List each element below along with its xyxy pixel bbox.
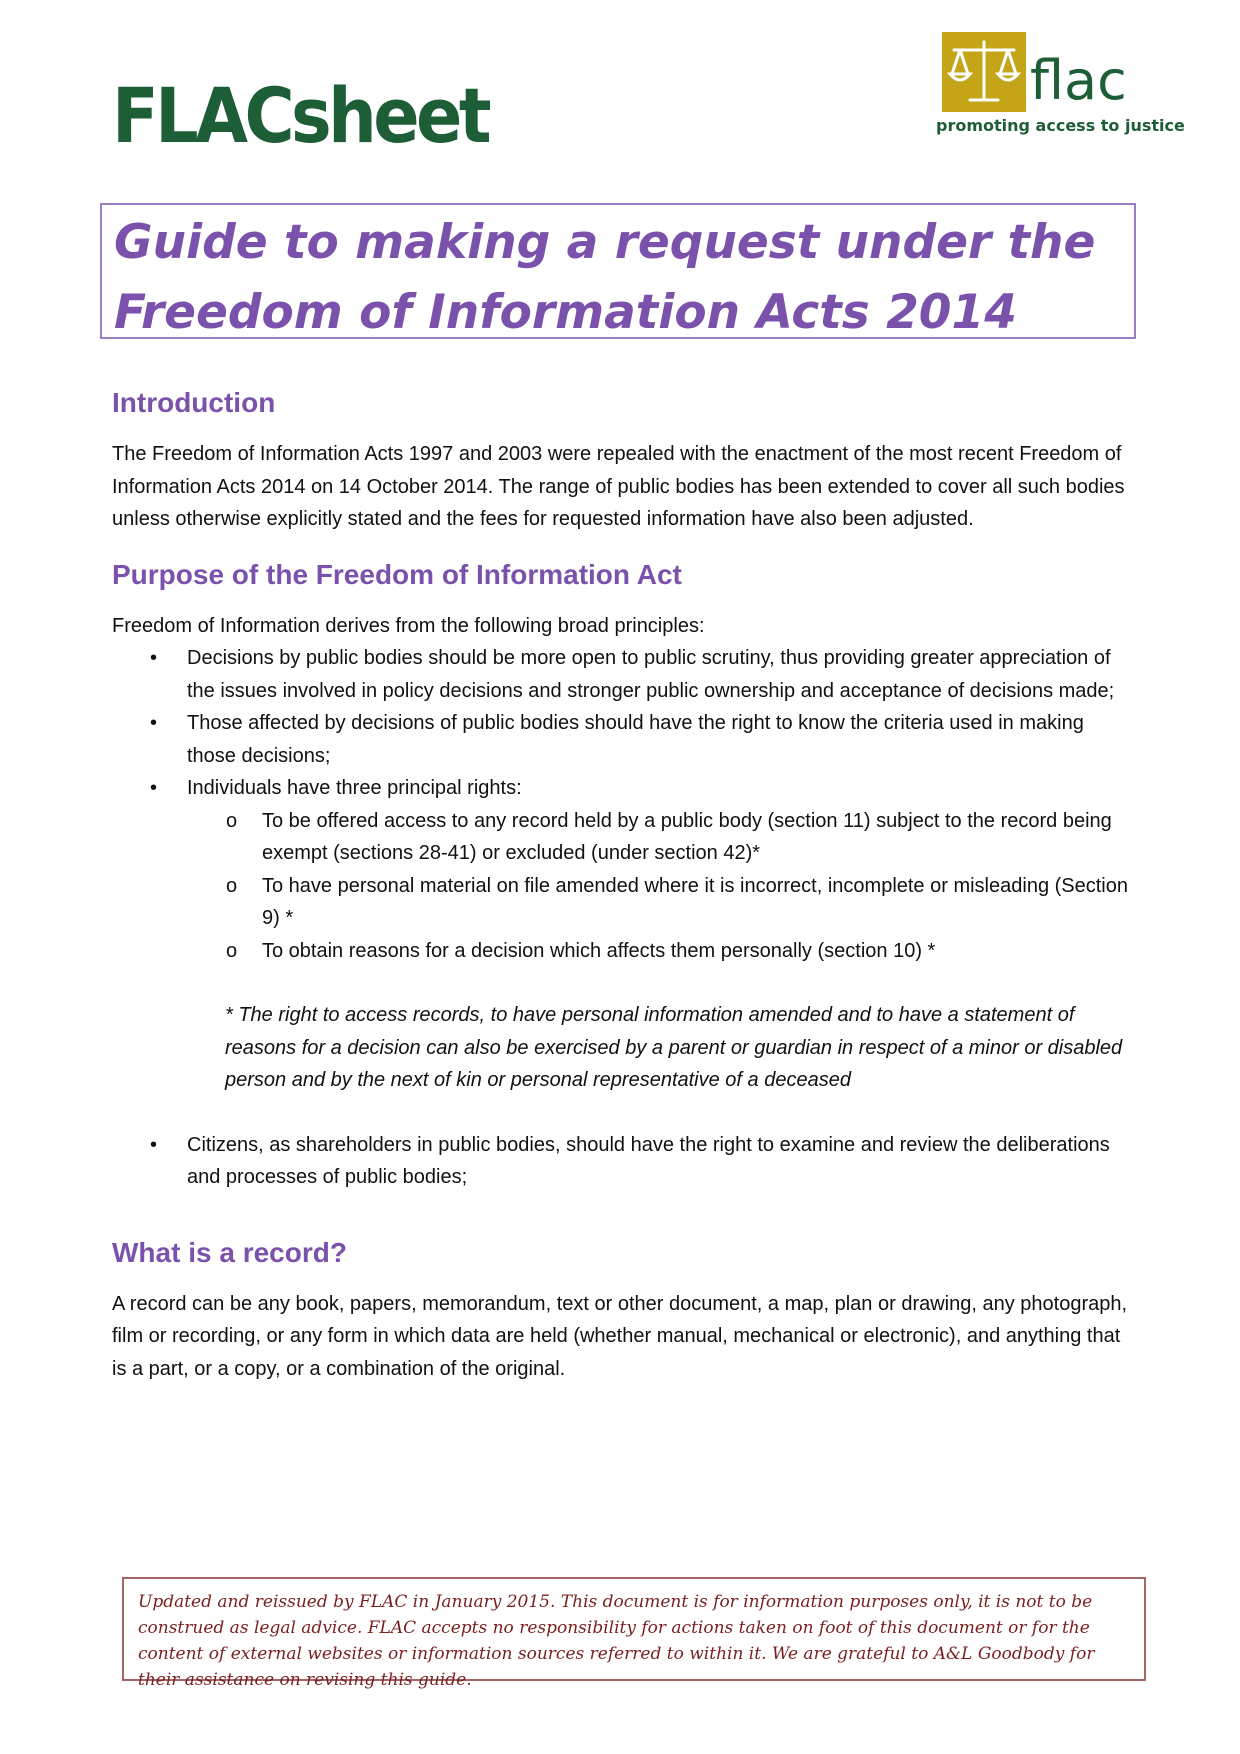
introduction-paragraph: The Freedom of Information Acts 1997 and 2003 were repealed with the enactment of the most recent Freedom of Information Acts 2014 on 14 October 2014. The range of public bodies has been extended to cover all such bodies unless otherwise explicitly stated and the fees for requested information have also been adjusted. [112, 443, 1125, 530]
purpose-heading: Purpose of the Freedom of Information Act [112, 558, 682, 590]
introduction-heading: Introduction [112, 387, 276, 418]
list-item: • Citizens, as shareholders in public bodies, should have the right to examine and review the deliberations and processes of public bodies; [112, 1129, 1132, 1194]
sub-list-item: o To be offered access to any record held by a public body (section 11) subject to the record being exempt (sections 28-41) or excluded (under section 42)* [112, 805, 1132, 870]
list-item: • Those affected by decisions of public bodies should have the right to know the criteria used in making those decisions; [112, 707, 1132, 772]
disclaimer-text: Updated and reissued by FLAC in January 2015. This document is for information purposes only, it is not to be construed as legal advice. FLAC accepts no responsibility for actions taken on foot of this document or for the content of external websites or information sources referred to within it. We are grateful to A&L Goodbody for their assistance on revising this guide. [138, 1592, 1095, 1690]
list-item: • Individuals have three principal rights: [112, 772, 1132, 805]
record-paragraph: A record can be any book, papers, memorandum, text or other document, a map, plan or drawing, any photograph, film or recording, or any form in which data are held (whether manual, mechanical or electronic), and anything that is a part, or a copy, or a combination of the original. [112, 1292, 1128, 1380]
logo-tagline: promoting access to justice [936, 116, 1185, 135]
disclaimer-box [122, 1577, 1146, 1690]
title-box [100, 203, 1136, 339]
principles-list [112, 642, 1132, 967]
page-title-line-2: Freedom of Information Acts 2014 [114, 285, 1017, 340]
page-title-line-1: Guide to making a request under the [114, 215, 1096, 270]
logo-wordmark: flac [1030, 49, 1127, 112]
flacsheet-brand: FLACsheet [112, 71, 488, 160]
purpose-lead: Freedom of Information derives from the following broad principles: [112, 614, 705, 637]
flac-logo [936, 30, 1185, 142]
document-body [112, 386, 1132, 1385]
list-item: • Decisions by public bodies should be more open to public scrutiny, thus providing greater appreciation of the issues involved in policy decisions and stronger public ownership and acceptance of decisions made; [112, 642, 1132, 707]
record-heading: What is a record? [112, 1236, 347, 1268]
sub-list-item: o To have personal material on file amended where it is incorrect, incomplete or misleading (Section 9) * [112, 870, 1132, 935]
principles-list-continued [112, 1129, 1132, 1194]
sub-list-item: o To obtain reasons for a decision which affects them personally (section 10) * [112, 935, 1132, 968]
scales-of-justice-icon [942, 32, 1026, 112]
rights-note: * The right to access records, to have personal information amended and to have a statement of reasons for a decision can also be exercised by a parent or guardian in respect of a minor or disabled person and by the next of kin or personal representative of a deceased [225, 1004, 1123, 1091]
